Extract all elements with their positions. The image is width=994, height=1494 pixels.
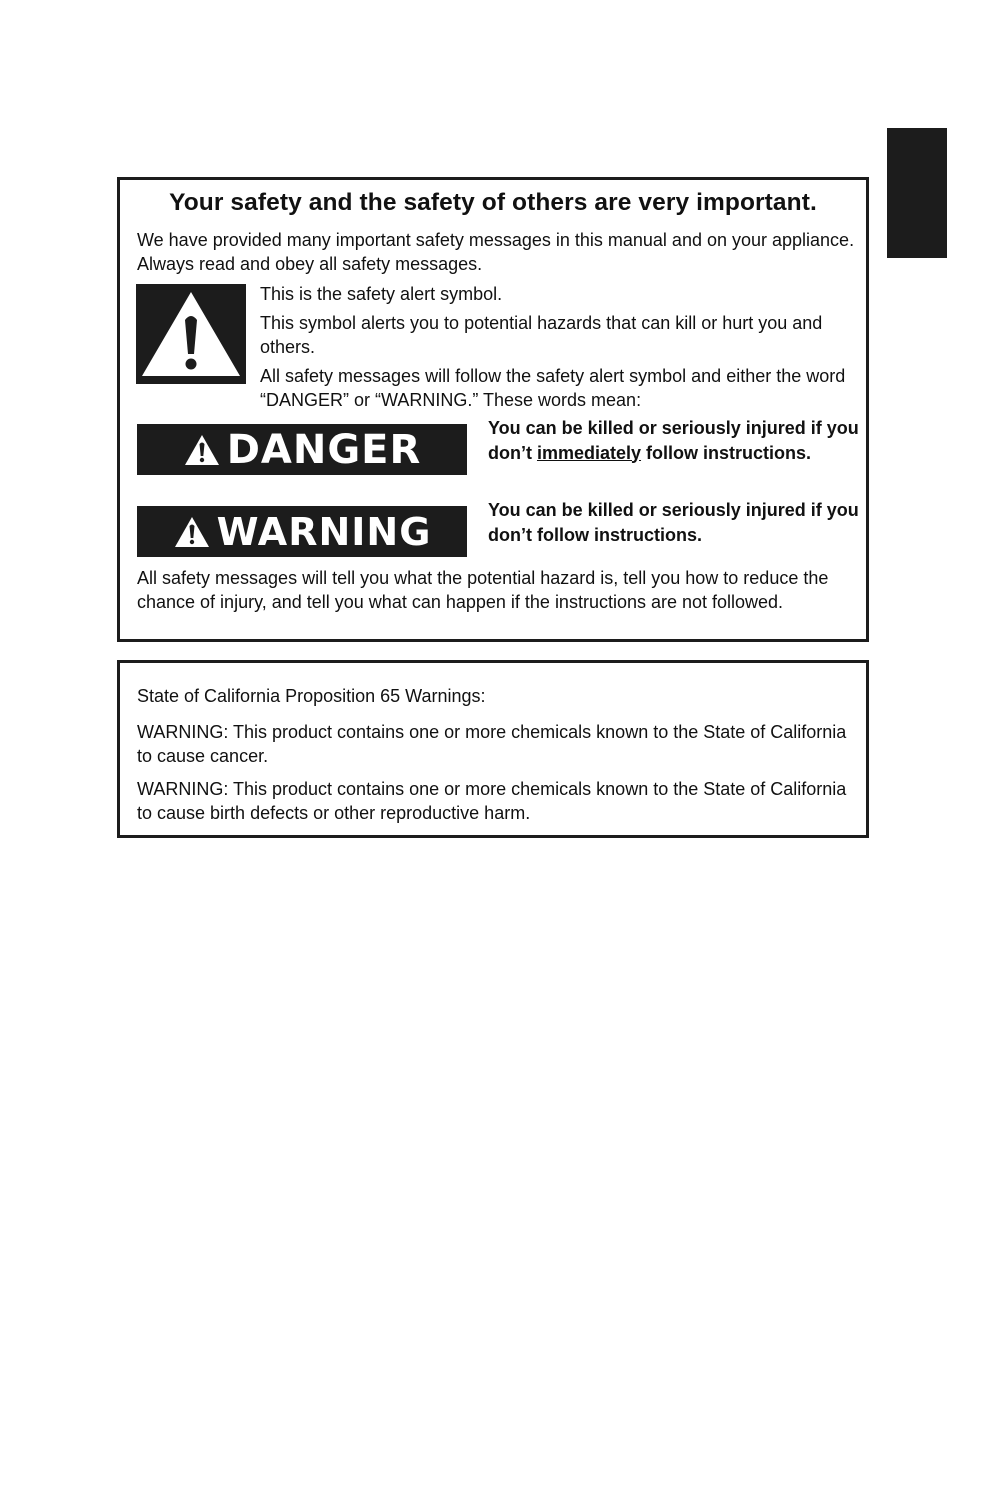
- prop65-box: [117, 660, 869, 838]
- danger-desc-part-2: follow instructions.: [641, 442, 812, 463]
- danger-label: DANGER: [226, 426, 422, 473]
- exclamation-triangle-icon: [136, 284, 246, 384]
- exclamation-triangle-icon: [183, 433, 221, 467]
- warning-description: You can be killed or seriously injured if you don’t follow instructions.: [488, 500, 859, 545]
- warning-label: WARNING: [216, 509, 432, 554]
- exclamation-triangle-icon: [173, 515, 211, 549]
- danger-sign: [137, 424, 467, 475]
- safety-alert-symbol: [136, 284, 246, 384]
- symbol-line-3: All safety messages will follow the safety alert symbol and either the word “DANGER” or “WARNING.” These words mean:: [260, 366, 846, 410]
- danger-desc-part-1: You can be killed or seriously injured if you don’t: [488, 418, 859, 463]
- safety-intro: We have provided many important safety messages in this manual and on your appliance. Always read and obey all safety messages.: [137, 230, 855, 274]
- danger-description: [488, 416, 860, 465]
- symbol-line-2: This symbol alerts you to potential hazards that can kill or hurt you and others.: [260, 313, 823, 357]
- prop65-warning-reproductive: WARNING: This product contains one or more chemicals known to the State of California to cause birth defects or other reproductive harm.: [137, 779, 847, 823]
- prop65-warning-cancer: WARNING: This product contains one or more chemicals known to the State of California to cause cancer.: [137, 722, 847, 766]
- symbol-line-1: This is the safety alert symbol.: [260, 284, 503, 304]
- safety-info-box: [117, 177, 869, 642]
- safety-headline: Your safety and the safety of others are very important.: [169, 189, 817, 216]
- warning-sign: [137, 506, 467, 557]
- safety-closing: All safety messages will tell you what the potential hazard is, tell you how to reduce the chance of injury, and tell you what can happen if the instructions are not followed.: [137, 568, 829, 612]
- danger-desc-emphasis: immediately: [536, 442, 642, 463]
- prop65-title: State of California Proposition 65 Warnings:: [137, 686, 486, 706]
- section-tab: [887, 128, 947, 258]
